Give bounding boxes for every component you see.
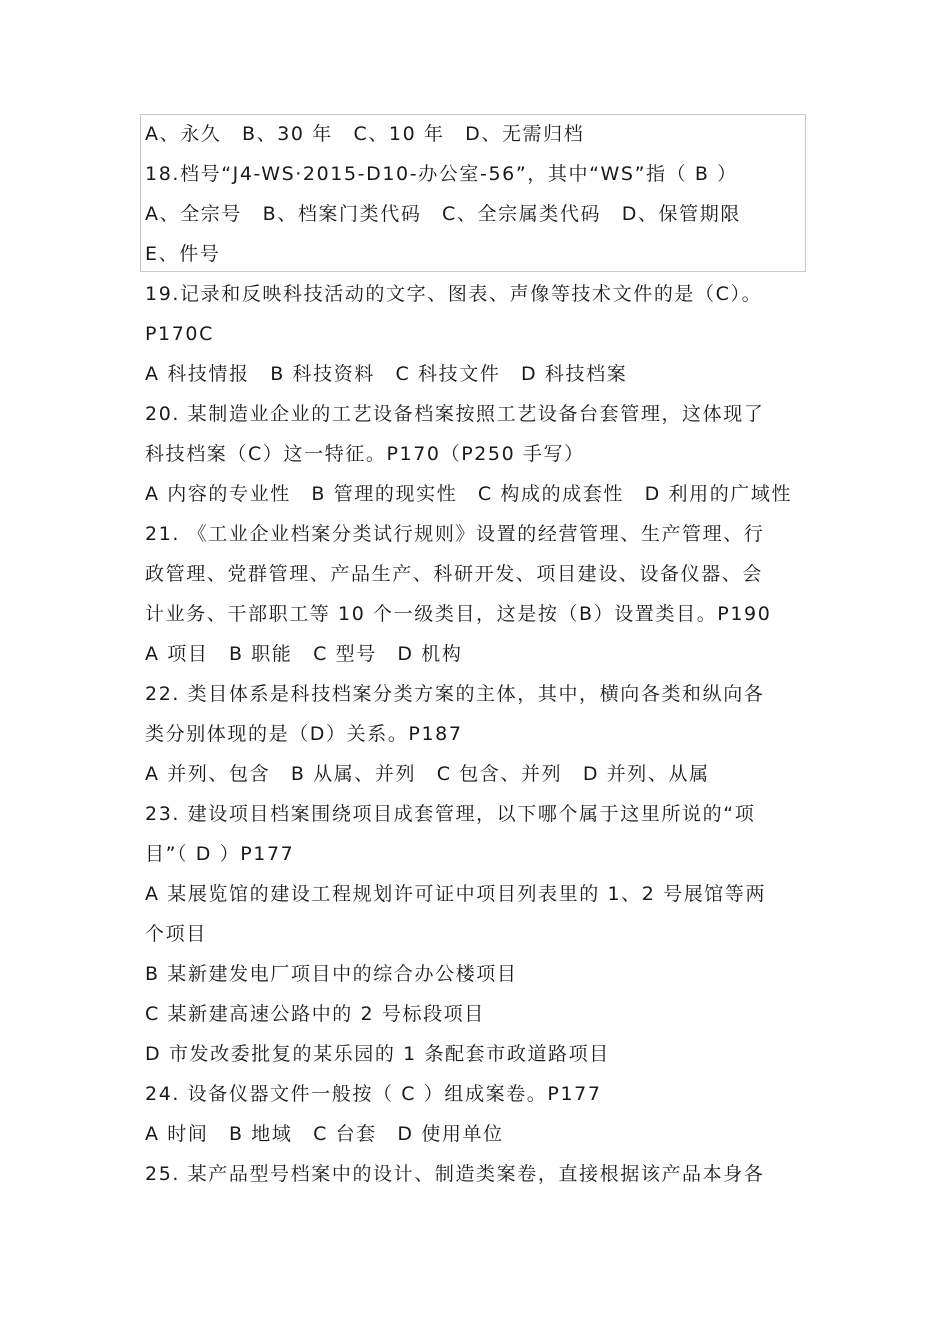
text-line: 科技档案（C）这一特征。P170（P250 手写） xyxy=(145,443,585,465)
text-line: 政管理、党群管理、产品生产、科研开发、项目建设、设备仪器、会 xyxy=(145,563,764,585)
text-line: A、全宗号 B、档案门类代码 C、全宗属类代码 D、保管期限 xyxy=(145,203,741,225)
question-20: 20. 某制造业企业的工艺设备档案按照工艺设备台套管理，这体现了 xyxy=(145,403,765,425)
text-line: 目”（ D ）P177 xyxy=(145,843,295,865)
question-19: 19.记录和反映科技活动的文字、图表、声像等技术文件的是（C）。 xyxy=(145,283,763,305)
text-line: E、件号 xyxy=(145,243,221,265)
options-20: A 内容的专业性 B 管理的现实性 C 构成的成套性 D 利用的广域性 xyxy=(145,483,793,505)
option-23-c: C 某新建高速公路中的 2 号标段项目 xyxy=(145,1003,485,1025)
question-25: 25. 某产品型号档案中的设计、制造类案卷，直接根据该产品本身各 xyxy=(145,1163,765,1185)
options-22: A 并列、包含 B 从属、并列 C 包含、并列 D 并列、从属 xyxy=(145,763,710,785)
question-24: 24. 设备仪器文件一般按（ C ）组成案卷。P177 xyxy=(145,1083,602,1105)
text-line: P170C xyxy=(145,323,214,345)
question-21: 21. 《工业企业档案分类试行规则》设置的经营管理、生产管理、行 xyxy=(145,523,765,545)
question-22: 22. 类目体系是科技档案分类方案的主体，其中，横向各类和纵向各 xyxy=(145,683,765,705)
text-line: 计业务、干部职工等 10 个一级类目，这是按（B）设置类目。P190 xyxy=(145,603,772,625)
option-23-a: A 某展览馆的建设工程规划许可证中项目列表里的 1、2 号展馆等两 xyxy=(145,883,767,905)
question-23: 23. 建设项目档案围绕项目成套管理，以下哪个属于这里所说的“项 xyxy=(145,803,756,825)
text-line: A、永久 B、30 年 C、10 年 D、无需归档 xyxy=(145,123,585,145)
option-23-d: D 市发改委批复的某乐园的 1 条配套市政道路项目 xyxy=(145,1043,610,1065)
text-line: 类分别体现的是（D）关系。P187 xyxy=(145,723,463,745)
options-21: A 项目 B 职能 C 型号 D 机构 xyxy=(145,643,463,665)
text-line: 个项目 xyxy=(145,923,207,945)
option-23-b: B 某新建发电厂项目中的综合办公楼项目 xyxy=(145,963,518,985)
options-19: A 科技情报 B 科技资料 C 科技文件 D 科技档案 xyxy=(145,363,628,385)
question-18: 18.档号“J4-WS·2015-D10-办公室-56”，其中“WS”指（ B ） xyxy=(145,163,738,185)
document-text xyxy=(145,114,815,1194)
options-24: A 时间 B 地域 C 台套 D 使用单位 xyxy=(145,1123,504,1145)
